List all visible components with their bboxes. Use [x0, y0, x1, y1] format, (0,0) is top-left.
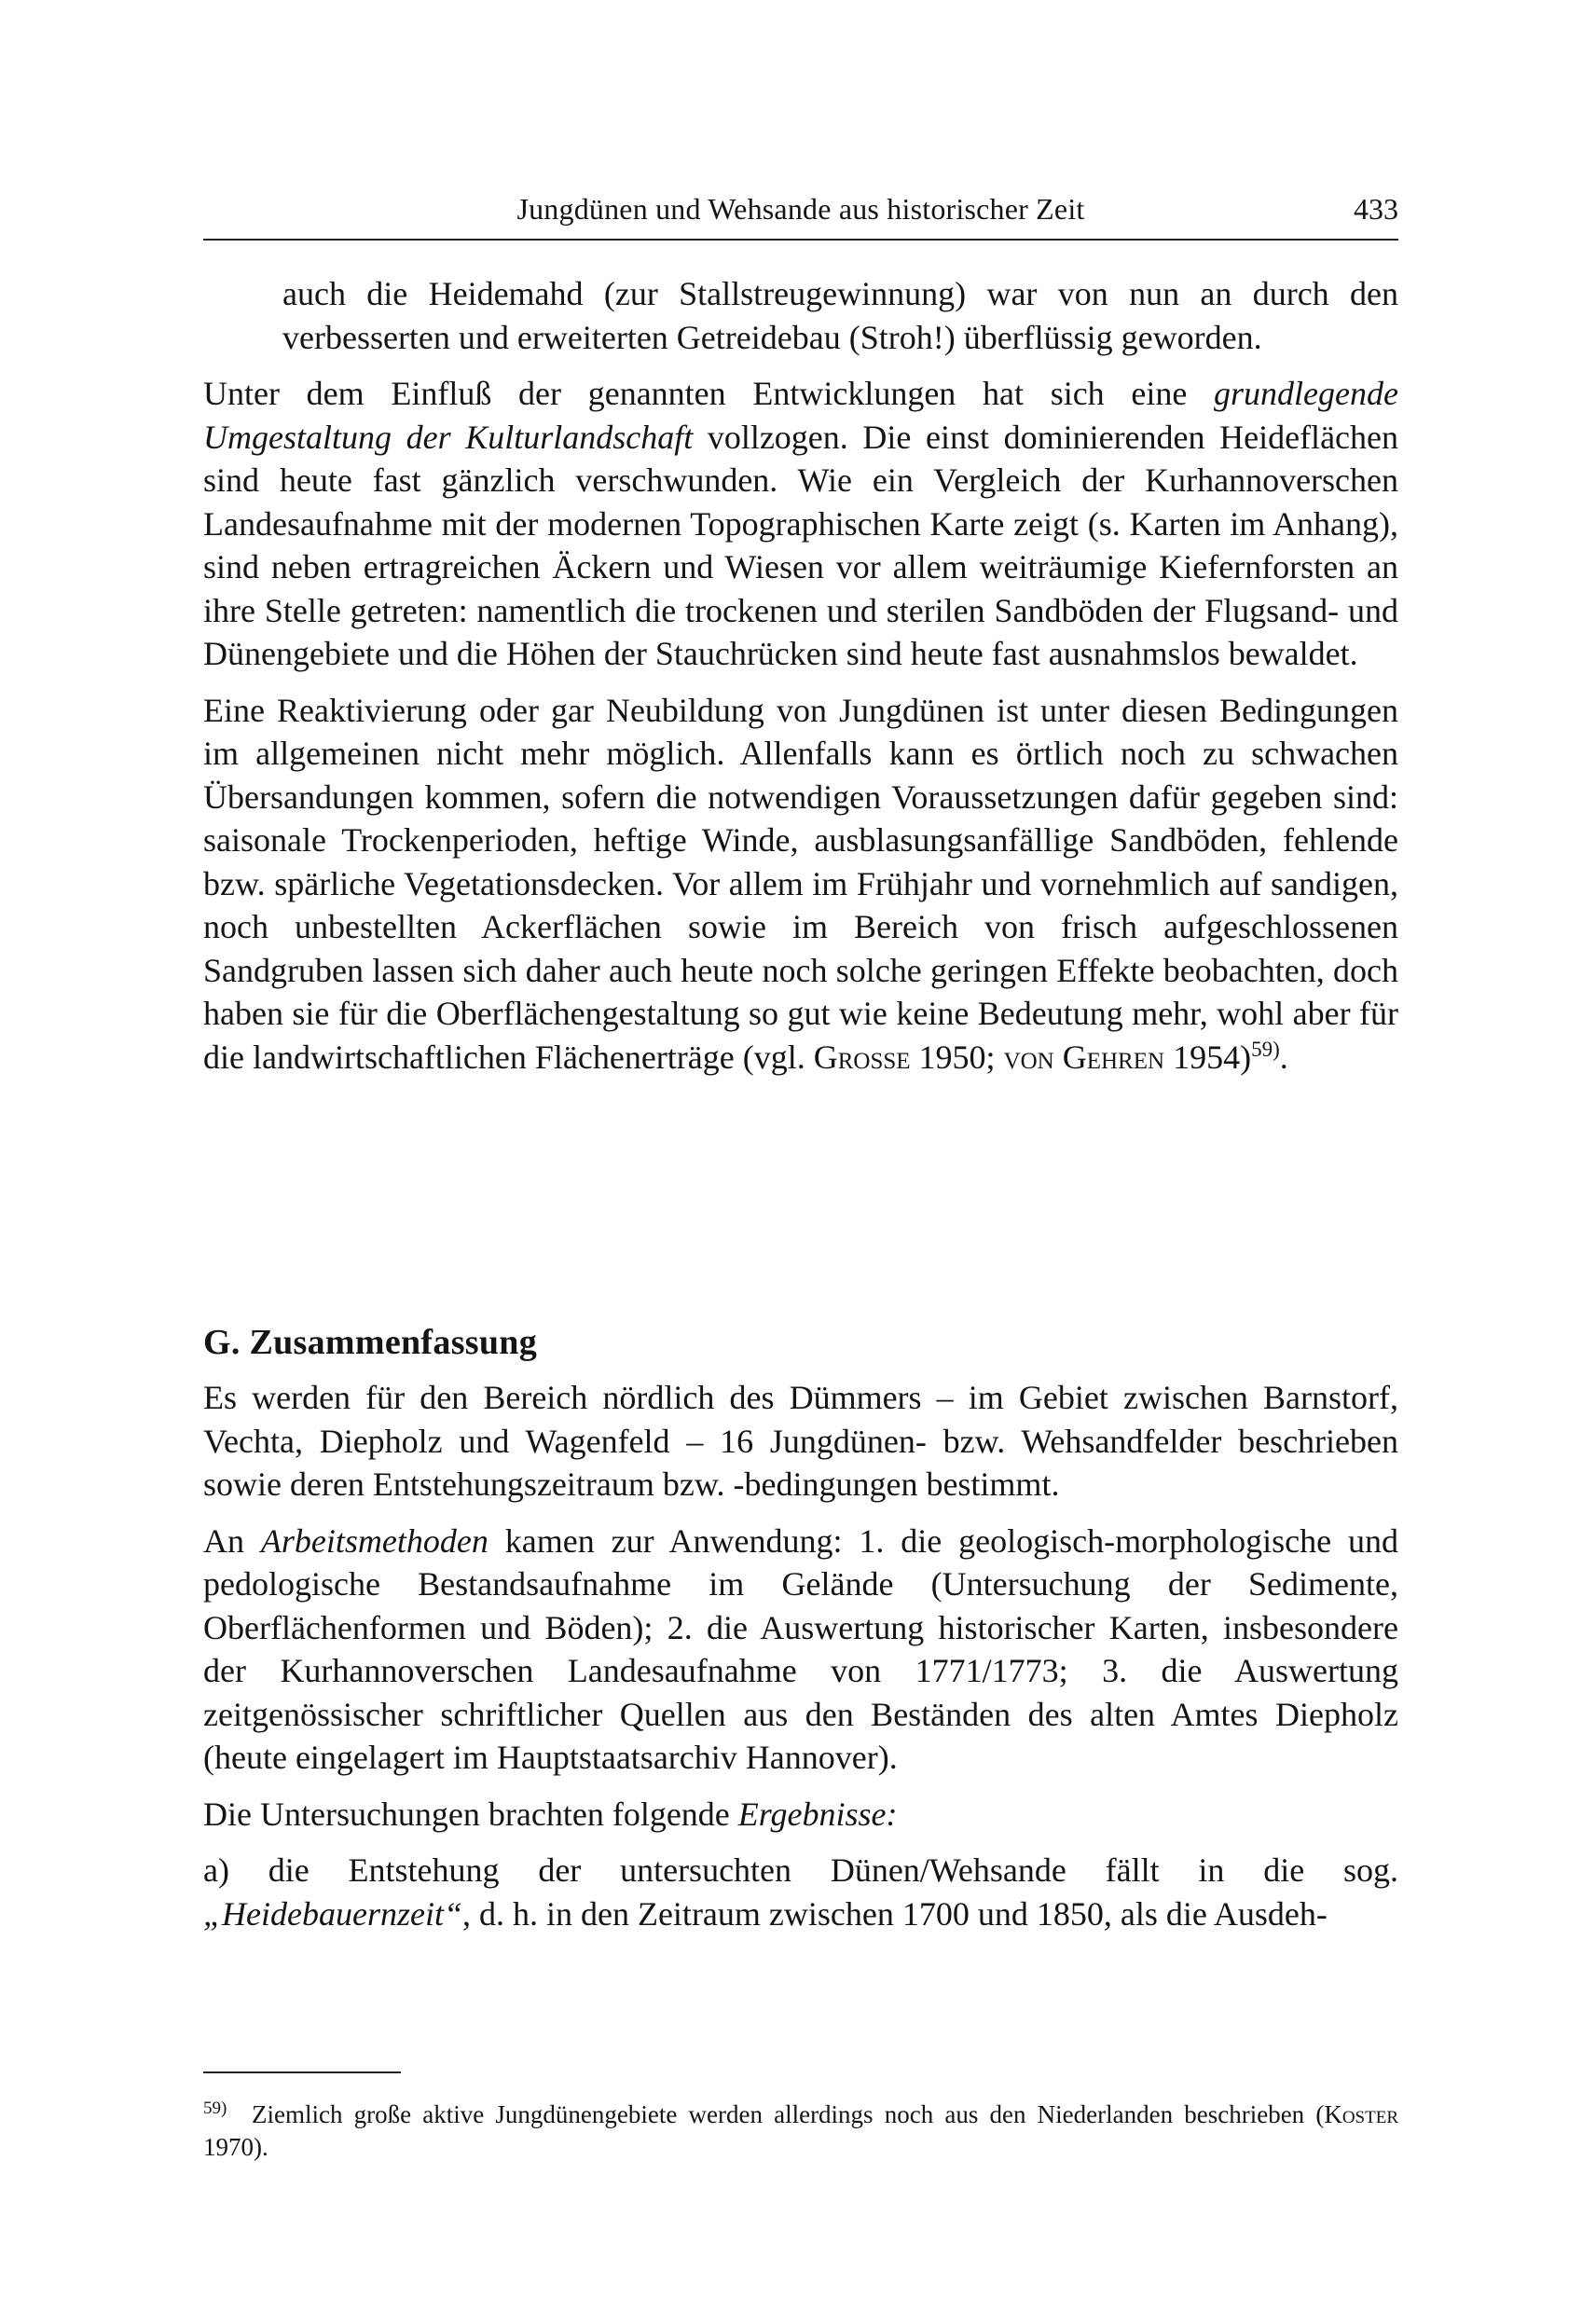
citation-author: von Gehren — [1003, 1038, 1165, 1076]
body-text-summary — [203, 1376, 1398, 1948]
paragraph-text: a) die Entstehung der untersuchten Dünen/Wehsande fällt in die sog. — [203, 1851, 1398, 1889]
paragraph-methods — [203, 1520, 1398, 1780]
paragraph-text: kamen zur Anwendung: 1. die geologisch-morphologische und pedologische Bestandsaufnahme im Gelände (Untersuchung der Sedimente, Oberflächenformen und Böden); 2. die Auswertung historischer Karten, insbesondere der Kurhannoverschen Landesaufnahme von 1771/1773; 3. die Auswertung zeitgenössischer schriftlicher Quellen aus den Beständen des alten Amtes Diepholz (heute eingelagert im Hauptstaatsarchiv Hannover). — [203, 1521, 1398, 1776]
paragraph-text: auch die Heidemahd (zur Stallstreugewinnung) war von nun an durch den verbesserten und erweiterten Getreidebau (Stroh!) überflüssig geworden. — [282, 275, 1398, 356]
footnote-reference[interactable]: 59) — [1251, 1037, 1280, 1061]
emphasis-text: grundlegende Umgestaltung der Kulturlandschaft — [203, 375, 1398, 456]
paragraph-result-a — [203, 1849, 1398, 1935]
footnote — [203, 2092, 1398, 2164]
paragraph-text: , d. h. in den Zeitraum zwischen 1700 und 1850, als die Ausdeh- — [461, 1894, 1328, 1933]
paragraph-text: Eine Reaktivierung oder gar Neubildung von Jungdünen ist unter diesen Bedingungen im allgemeinen nicht mehr möglich. Allenfalls kann es örtlich noch zu schwachen Übersandungen kommen, sofern die notwendigen Voraussetzungen dafür gegeben sind: saisonale Trockenperioden, heftige Winde, ausblasungsanfällige Sandböden, fehlende bzw. spärliche Vegetationsdecken. Vor allem im Frühjahr und vornehmlich auf sandigen, noch unbestellten Ackerflächen sowie im Bereich von frisch aufgeschlossenen Sandgruben lassen sich daher auch heute noch solche geringen Effekte beobachten, doch haben sie für die Oberflächengestaltung so gut wie keine Bedeutung mehr, wohl aber für die landwirtschaftlichen Flächenerträge (vgl. — [203, 691, 1398, 1076]
section-heading: G. Zusammenfassung — [203, 1323, 538, 1362]
citation-year: 1954) — [1164, 1038, 1252, 1076]
emphasis-text: Ergebnisse: — [737, 1795, 898, 1833]
running-head — [203, 192, 1398, 233]
paragraph-summary-area — [203, 1376, 1398, 1507]
paragraph-text: Unter dem Einfluß der genannten Entwicklungen hat sich eine — [203, 375, 1215, 412]
paragraph-continued — [203, 272, 1398, 359]
page-number: 433 — [1354, 192, 1398, 226]
citation-author: Grosse — [813, 1038, 911, 1076]
emphasis-text: Arbeitsmethoden — [260, 1521, 488, 1560]
paragraph-text: vollzogen. Die einst dominierenden Heideflächen sind heute fast gänzlich verschwunden. Wie ein Vergleich der Kurhannoverschen Landesaufnahme mit der modernen Topographischen Karte zeigt (s. Karten im Anhang), sind neben ertragreichen Äckern und Wiesen vor allem weiträumige Kiefernforsten an ihre Stelle getreten: namentlich die trockenen und sterilen Sandböden der Flugsand- und Dünengebiete und die Höhen der Stauchrücken sind heute fast ausnahmslos bewaldet. — [203, 418, 1398, 672]
paragraph-landscape-change — [203, 372, 1398, 676]
footnote-text: 1970). — [203, 2133, 268, 2161]
paragraph-results-intro — [203, 1793, 1398, 1837]
footnote-number: 59) — [203, 2099, 227, 2118]
body-text-upper — [203, 272, 1398, 1092]
paragraph-text: Es werden für den Bereich nördlich des Dümmers – im Gebiet zwischen Barnstorf, Vechta, Diepholz und Wagenfeld – 16 Jungdünen- bzw. Wehsandfelder beschrieben sowie deren Entstehungszeitraum bzw. -bedingungen bestimmt. — [203, 1379, 1398, 1503]
header-rule — [203, 239, 1398, 241]
citation-author: Koster — [1324, 2100, 1398, 2128]
paragraph-text: An — [203, 1521, 261, 1560]
paragraph-reactivation — [203, 689, 1398, 1080]
running-title: Jungdünen und Wehsande aus historischer Zeit — [516, 192, 1085, 226]
footnote-mark — [203, 2092, 252, 2131]
paragraph-text: Die Untersuchungen brachten folgende — [203, 1795, 738, 1833]
footnote-rule — [203, 2071, 401, 2073]
paragraph-text: . — [1279, 1038, 1288, 1076]
citation-year: 1950; — [910, 1038, 1004, 1076]
footnote-text: Ziemlich große aktive Jungdünengebiete werden allerdings noch aus den Niederlanden beschrieben ( — [252, 2100, 1325, 2128]
emphasis-text: „Heidebauernzeit“ — [203, 1894, 462, 1933]
